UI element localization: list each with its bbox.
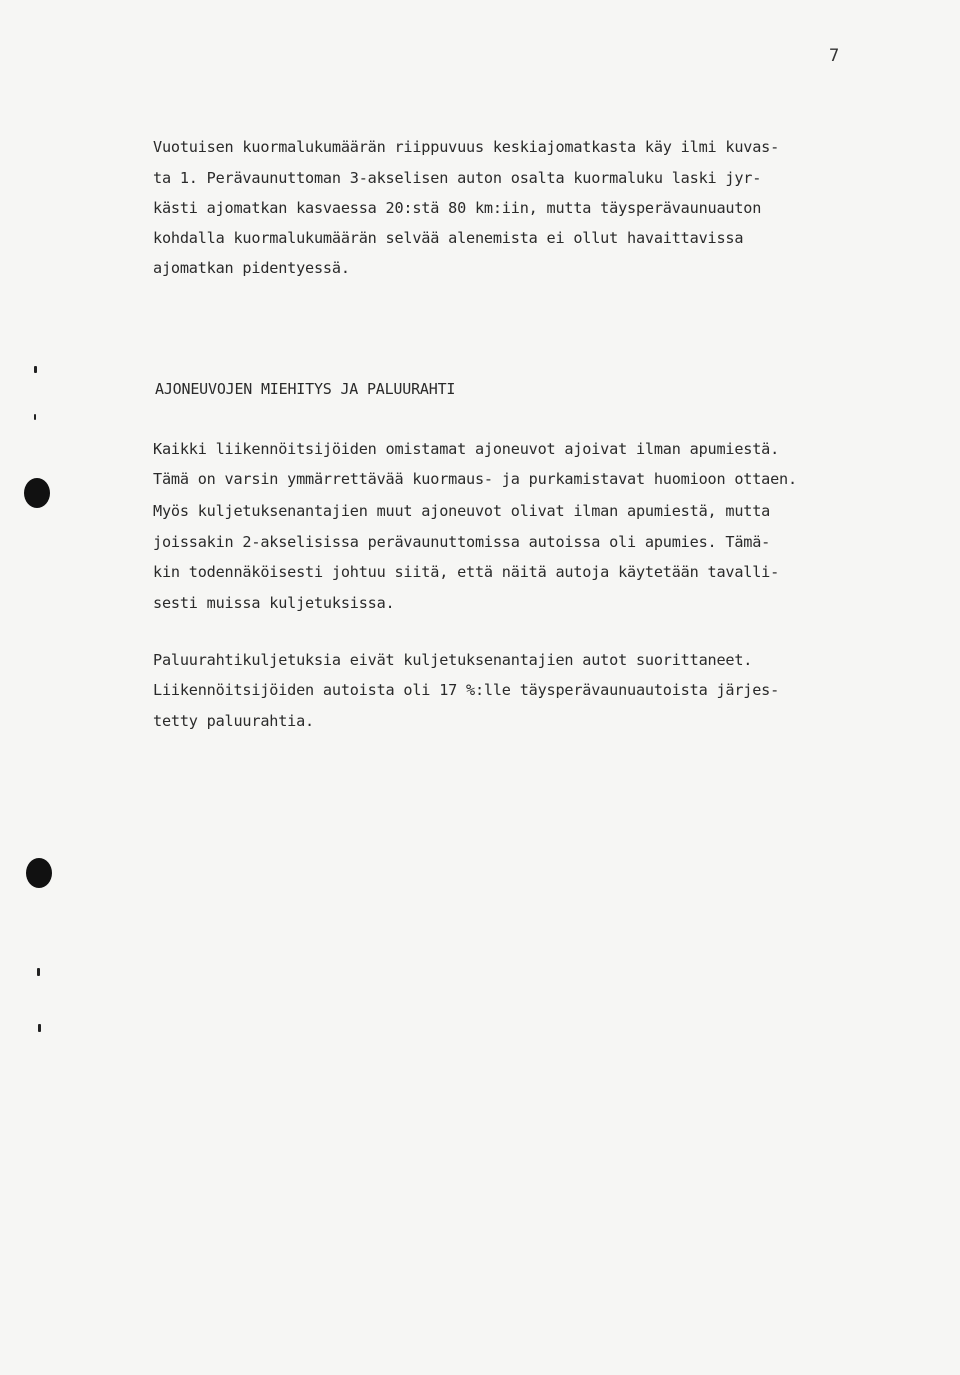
scan-mark: [34, 366, 37, 373]
paragraph-line: Vuotuisen kuormalukumäärän riippuvuus keskiajomatkasta käy ilmi kuvas-: [153, 138, 780, 156]
scan-mark: [34, 414, 36, 420]
paragraph-line: joissakin 2-akselisissa perävaunuttomissa autoissa oli apumies. Tämä-: [153, 533, 771, 551]
paragraph-line: kin todennäköisesti johtuu siitä, että näitä autoja käytetään tavalli-: [153, 563, 780, 581]
paragraph-line: Paluurahtikuljetuksia eivät kuljetuksenantajien autot suorittaneet.: [153, 651, 753, 669]
punch-hole: [26, 858, 52, 888]
punch-hole: [24, 478, 50, 508]
paragraph-line: tetty paluurahtia.: [153, 712, 314, 730]
scan-mark: [37, 968, 40, 976]
paragraph-line: Tämä on varsin ymmärrettävää kuormaus- ja purkamistavat huomioon ottaen.: [153, 470, 797, 488]
paragraph-line: ta 1. Perävaunuttoman 3-akselisen auton osalta kuormaluku laski jyr-: [153, 169, 762, 187]
page-number: 7: [829, 46, 840, 66]
scan-mark: [38, 1024, 41, 1032]
section-heading: AJONEUVOJEN MIEHITYS JA PALUURAHTI: [155, 380, 456, 398]
paragraph-line: sesti muissa kuljetuksissa.: [153, 594, 395, 612]
paragraph-line: ajomatkan pidentyessä.: [153, 259, 350, 277]
paragraph-line: kästi ajomatkan kasvaessa 20:stä 80 km:iin, mutta täysperävaunuauton: [153, 199, 762, 217]
paragraph-line: Myös kuljetuksenantajien muut ajoneuvot olivat ilman apumiestä, mutta: [153, 502, 771, 520]
paragraph-line: kohdalla kuormalukumäärän selvää alenemista ei ollut havaittavissa: [153, 229, 744, 247]
paragraph-line: Kaikki liikennöitsijöiden omistamat ajoneuvot ajoivat ilman apumiestä.: [153, 440, 780, 458]
paragraph-line: Liikennöitsijöiden autoista oli 17 %:lle täysperävaunuautoista järjes-: [153, 681, 780, 699]
